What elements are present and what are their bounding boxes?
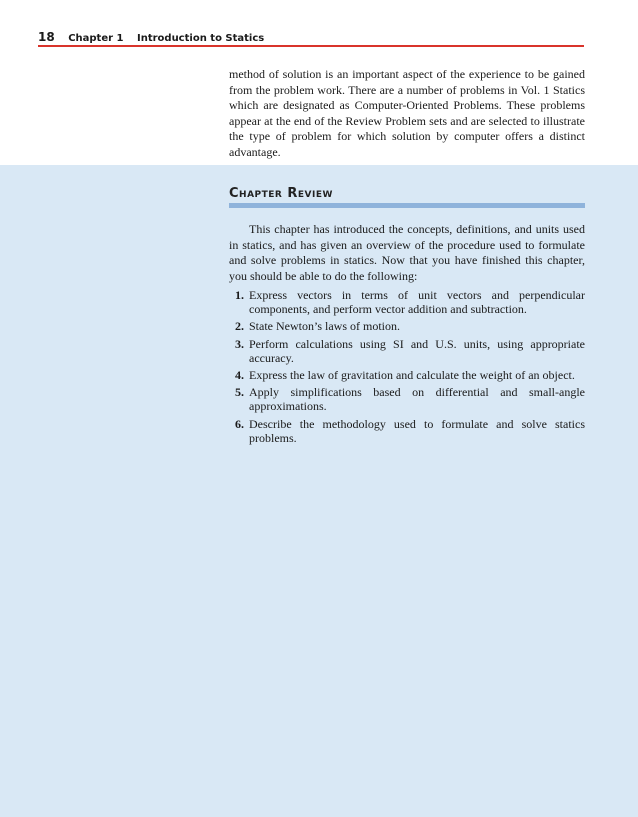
list-item: [229, 288, 585, 316]
list-item-number: 1.: [235, 288, 244, 302]
list-item: [229, 337, 585, 365]
list-item-number: 2.: [235, 319, 244, 334]
list-item-text: Describe the methodology used to formulate and solve statics problems.: [249, 416, 585, 445]
review-intro-paragraph: This chapter has introduced the concepts, definitions, and units used in statics, and has given an overview of the procedure used to formulate and solve problems in statics. Now that you have finished this chapter, you should be able to do the following:: [229, 222, 585, 283]
running-header: [38, 30, 584, 44]
list-item-text: Express the law of gravitation and calculate the weight of an object.: [249, 368, 575, 383]
list-item-text: Perform calculations using SI and U.S. units, using appropriate accuracy.: [249, 336, 585, 365]
list-item-number: 6.: [235, 416, 244, 431]
list-item: [229, 417, 585, 445]
page-number: 18: [38, 30, 55, 44]
heading-underline-bar: [229, 203, 585, 208]
chapter-label: Chapter 1: [68, 33, 124, 44]
review-objectives-list: [229, 288, 585, 448]
list-item-text: State Newton’s laws of motion.: [249, 319, 400, 334]
list-item-text: Express vectors in terms of unit vectors and perpendicular components, and perform vector addition and subtraction.: [249, 288, 585, 317]
chapter-review-heading: Chapter Review: [229, 186, 333, 201]
list-item-number: 4.: [235, 368, 244, 383]
list-item-number: 5.: [235, 385, 244, 400]
chapter-title: Introduction to Statics: [136, 33, 265, 44]
list-item: [229, 368, 585, 382]
list-item: [229, 319, 585, 333]
header-rule: [38, 45, 584, 47]
list-item-text: Apply simplifications based on differential and small-angle approximations.: [249, 385, 585, 414]
list-item-number: 3.: [235, 336, 244, 351]
body-paragraph: method of solution is an important aspect of the experience to be gained from the problem work. There are a number of problems in Vol. 1 Statics which are designated as Computer-Oriented Problems. These problems appear at the end of the Review Problem sets and are selected to illustrate the type of problem for which solution by computer offers a distinct advantage.: [229, 67, 585, 159]
list-item: [229, 385, 585, 413]
